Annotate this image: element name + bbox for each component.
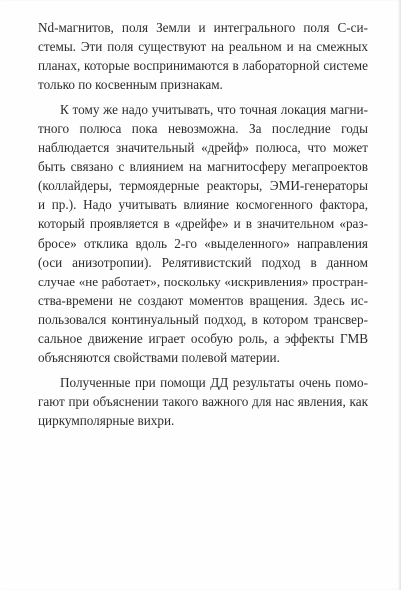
text-line: бросе» отклика вдоль 2-го «выделенного» направления <box>38 235 368 251</box>
paragraph-3 <box>38 373 368 430</box>
text-line: и пр.). Надо учитывать влияние космогенного фактора, <box>38 197 368 213</box>
text-line: пользовался континуальный подход, в котором трансвер- <box>38 311 368 327</box>
text-line: планах, которые воспринимаются в лабораторной системе <box>38 58 368 74</box>
text-line: быть связано с влиянием на магнитосферу мегапроектов <box>38 159 368 175</box>
text-line: тного полюса пока невозможна. За последние годы <box>38 121 368 137</box>
paragraph-2 <box>38 100 368 367</box>
paragraph-1 <box>38 18 368 94</box>
text-line: только по косвенным признакам. <box>38 77 223 93</box>
text-line: К тому же надо учитывать, что точная локация магни- <box>60 102 368 118</box>
text-line: стемы. Эти поля существуют на реальном и на смежных <box>38 39 368 55</box>
text-line: сальное движение играет особую роль, а эффекты ГМВ <box>38 330 368 346</box>
text-line: Полученные при помощи ДД результаты очень помо- <box>60 374 368 390</box>
text-line: ства-времени не создают моментов вращения. Здесь ис- <box>38 292 368 308</box>
text-line: случае «не работает», поскольку «искривления» простран- <box>38 273 368 289</box>
text-line: циркумполярные вихри. <box>38 412 175 428</box>
body-text <box>38 18 368 436</box>
text-line: Nd-магнитов, поля Земли и интегрального поля С-си- <box>38 20 368 35</box>
text-line: который проявляется в «дрейфе» и в значительном «раз- <box>38 216 368 232</box>
text-line: объясняются свойствами полевой материи. <box>38 349 280 365</box>
text-line: гают при объяснении такого важного для нас явления, как <box>38 393 368 409</box>
text-line: (коллайдеры, термоядерные реакторы, ЭМИ-генераторы <box>38 178 368 194</box>
text-line: наблюдается значительный «дрейф» полюса, что может <box>38 140 368 156</box>
text-line: (оси анизотропии). Релятивистский подход в данном <box>38 254 368 270</box>
